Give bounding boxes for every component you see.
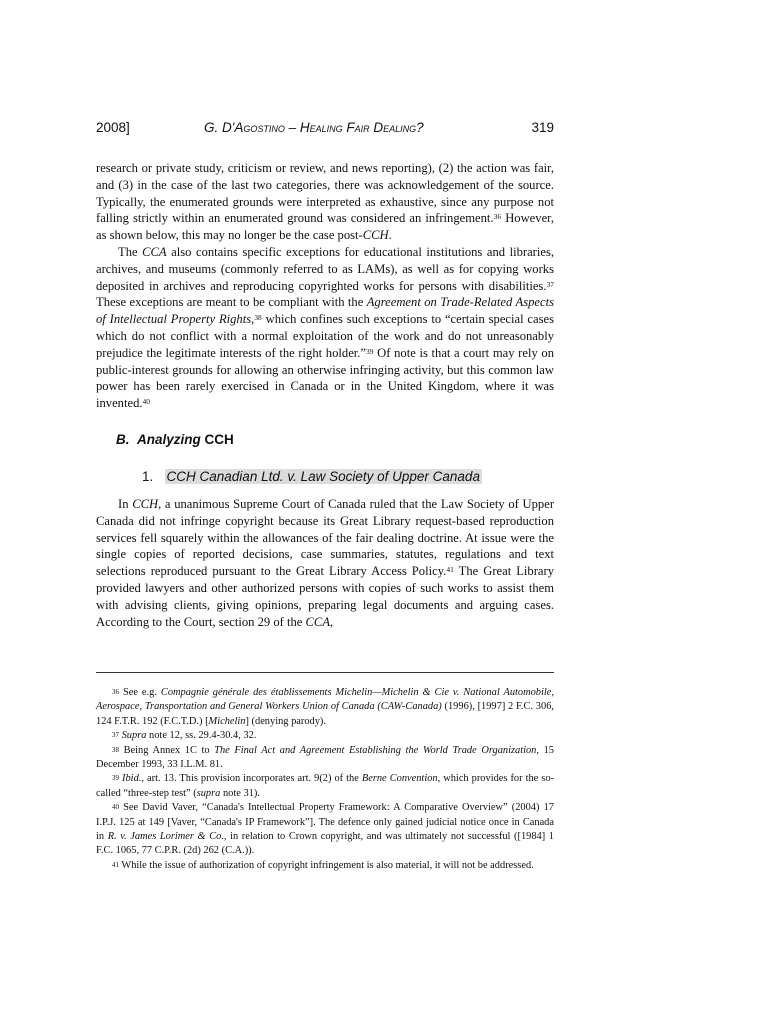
- paragraph-text: Of note is that a court may rely on public-interest grounds for allowing an otherwise infringing activity, but this common law power has been rarely exercised in Canada or in the United Kingdom, where it was invented.: [96, 345, 554, 411]
- footnote-ibid: Ibid.: [122, 773, 142, 785]
- italic-cca: CCA: [142, 245, 167, 259]
- page-number: 319: [531, 120, 554, 135]
- footnote-text: See David Vaver, “Canada's Intellectual Property Framework: A Comparative Overview” (2004) 17 I.P.J. 125 at 149 [Vaver, “Canada's IP Framework”]. The defence only gained judicial notice once in Canada in: [96, 802, 554, 843]
- footnote-text: See e.g.: [119, 687, 161, 698]
- footnote-divider: [96, 672, 554, 673]
- footnote-short-title: Michelin: [208, 715, 246, 727]
- footnote-ref-37[interactable]: 37: [546, 279, 554, 289]
- paragraph-text: However, as shown below, this may no longer be the case post-: [96, 211, 554, 243]
- italic-cch: CCH: [132, 497, 159, 511]
- footnote-text: note 31).: [220, 787, 260, 799]
- footnote-text: (1996), [1997] 2 F.C. 306, 124 F.T.R. 192 (F.C.T.D.) [: [96, 701, 554, 727]
- footnote-case-name: R. v. James Lorimer & Co.: [107, 831, 224, 843]
- footnote-number: 39: [112, 774, 119, 783]
- footnote-supra: Supra: [121, 730, 147, 742]
- footnote-37: [96, 729, 554, 743]
- paragraph-text: The: [118, 245, 143, 259]
- footnote-41: [96, 859, 554, 873]
- header-running-title: G. D'Agostino – Healing Fair Dealing?: [204, 120, 424, 135]
- footnote-ref-38[interactable]: 38: [254, 313, 262, 323]
- section-heading-b: [116, 432, 234, 447]
- footnote-text: , art. 13. This provision incorporates art. 9(2) of the: [141, 773, 362, 785]
- paragraph-text: which confines such exceptions to “certain special cases which do not conflict with a normal exploitation of the work and do not unreasonably prejudice the legitimate interests of the right holder.”: [96, 312, 554, 360]
- section-label: B.: [116, 432, 130, 447]
- footnote-case-name: Compagnie générale des établissements Michelin—Michelin & Cie v. National Automobile, Aerospace, Transportation and General Workers Union of Canada (CAW-Canada): [96, 687, 554, 713]
- footnote-text: While the issue of authorization of copyright infringement is also material, it will not be addressed.: [119, 859, 534, 871]
- footnote-text: , in relation to Crown copyright, and was ultimately not successful ([1984] 1 F.C. 1065, 77 C.P.R. (2d) 262 (C.A.)).: [96, 831, 554, 857]
- paragraph-text: also contains specific exceptions for educational institutions and libraries, archives, and museums (commonly referred to as LAMs), as well as for copying works deposited in archives and reproducing copyrighted works for persons with disabilities.: [96, 245, 554, 293]
- footnote-36: [96, 686, 554, 729]
- footnote-berne: Berne Convention: [361, 773, 438, 785]
- footnote-text: note 12, ss. 29.4-30.4, 32.: [146, 730, 257, 742]
- footnote-number: 41: [112, 860, 119, 869]
- footnote-ref-39[interactable]: 39: [366, 346, 374, 356]
- footnote-ref-36[interactable]: 36: [493, 212, 502, 222]
- paragraph-text: The Great Library provided lawyers and other authorized persons with copies of such works to assist them with advising clients, giving opinions, preparing legal documents and arguing cases. According to the Court, section 29 of the: [96, 564, 555, 629]
- footnote-40: [96, 801, 554, 859]
- italic-cca: CCA: [305, 614, 331, 629]
- subsection-number: 1.: [142, 469, 154, 484]
- paragraph-1: [96, 160, 554, 244]
- paragraph-text: , a unanimous Supreme Court of Canada ruled that the Law Society of Upper Canada did not infringe copyright because its Great Library request-based reproduction services fell squarely within the allowances of the fair dealing doctrine. At issue were the single copies of reported decisions, case summaries, statutes, regulations and text selections reproduced pursuant to the Great Library Access Policy.: [96, 497, 555, 579]
- subsection-heading-1: [142, 469, 482, 484]
- italic-cch: CCH: [362, 228, 389, 243]
- section-title: Analyzing: [137, 432, 201, 447]
- paragraph-text: .: [388, 228, 392, 243]
- paragraph-3: [96, 496, 554, 630]
- paragraph-text: These exceptions are meant to be compliant with the: [96, 295, 367, 310]
- paragraph-text: ,: [330, 614, 334, 629]
- footnote-text: Being Annex 1C to: [119, 744, 215, 756]
- subsection-title: CCH Canadian Ltd. v. Law Society of Upper Canada: [166, 469, 480, 484]
- paragraph-text: In: [118, 497, 133, 511]
- footnote-text: , which provides for the so-called “three-step test” (: [96, 773, 555, 799]
- footnote-supra: supra: [196, 787, 221, 799]
- italic-trips-title: Agreement on Trade-Related Aspects of Intellectual Property Rights: [96, 295, 554, 327]
- paragraph-text: research or private study, criticism or review, and news reporting), (2) the action was fair, and (3) in the case of the last two categories, there was acknowledgement of the source. Typically, the enumerated grounds were interpreted as exhaustive, since any purpose not falling strictly within an enumerated ground was considered an infringement.: [96, 161, 554, 226]
- section-title-cch: CCH: [204, 432, 234, 447]
- footnote-ref-40[interactable]: 40: [142, 397, 151, 407]
- footnotes: [96, 686, 554, 873]
- footnote-number: 40: [112, 803, 119, 812]
- paragraph-2: [96, 244, 554, 412]
- footnote-text: , 15 December 1993, 33 I.L.M. 81.: [96, 744, 554, 771]
- footnote-39: [96, 772, 554, 801]
- header-year: 2008]: [96, 120, 130, 135]
- footnote-number: 38: [112, 745, 119, 754]
- footnote-38: [96, 744, 554, 773]
- footnote-title: The Final Act and Agreement Establishing the World Trade Organization: [214, 744, 537, 756]
- footnote-text: ] (denying parody).: [245, 715, 326, 727]
- footnote-number: 36: [112, 688, 119, 696]
- running-header: [96, 120, 554, 140]
- footnote-ref-41[interactable]: 41: [446, 565, 454, 575]
- footnote-number: 37: [112, 731, 119, 740]
- paragraph-text: ,: [251, 312, 255, 327]
